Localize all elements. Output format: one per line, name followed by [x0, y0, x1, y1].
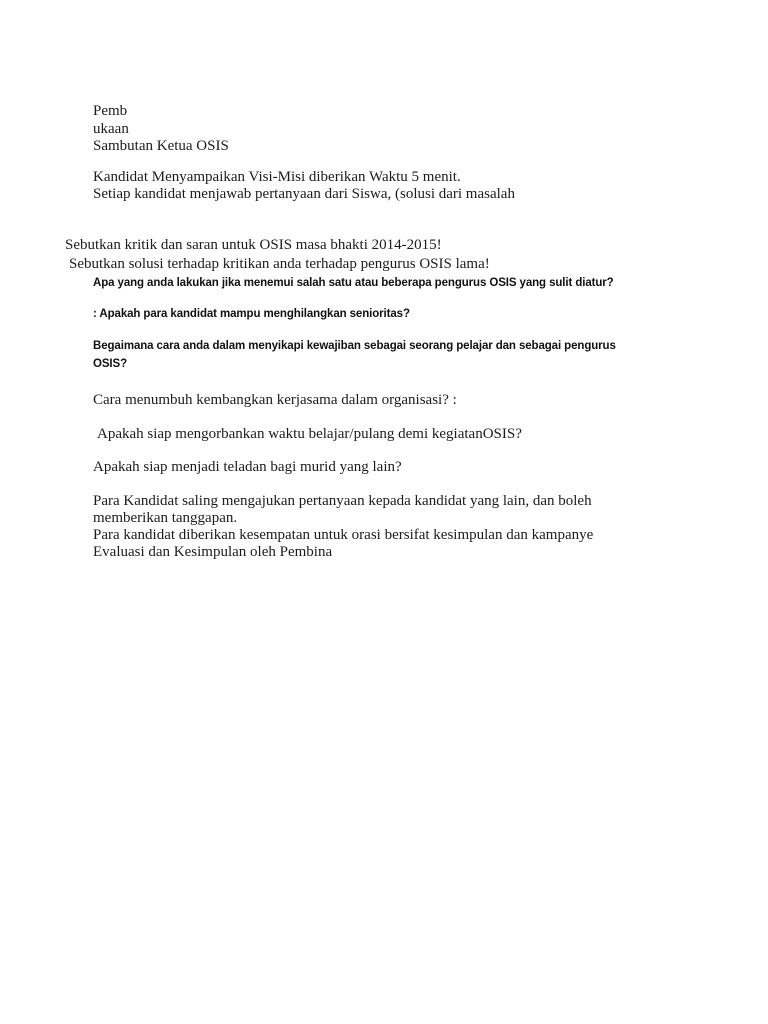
question-kritik-saran: Sebutkan kritik dan saran untuk OSIS masa bhakti 2014-2015!: [65, 237, 442, 253]
question-kewajiban-line1: Begaimana cara anda dalam menyikapi kewajiban sebagai seorang pelajar dan sebagai pengurus: [93, 340, 616, 352]
question-pengurus-sulit-diatur: Apa yang anda lakukan jika menemui salah satu atau beberapa pengurus OSIS yang sulit diatur?: [93, 277, 614, 289]
agenda-item-visi-misi: Kandidat Menyampaikan Visi-Misi diberikan Waktu 5 menit.: [93, 169, 461, 185]
agenda-fragment-ukaan: ukaan: [93, 121, 129, 137]
question-kerjasama: Cara menumbuh kembangkan kerjasama dalam organisasi? :: [93, 392, 457, 408]
agenda-item-evaluasi: Evaluasi dan Kesimpulan oleh Pembina: [93, 544, 333, 560]
agenda-item-saling-bertanya-line2: memberikan tanggapan.: [93, 510, 238, 526]
agenda-fragment-pemb: Pemb: [93, 103, 128, 119]
question-teladan: Apakah siap menjadi teladan bagi murid yang lain?: [93, 459, 402, 475]
question-mengorbankan-waktu: Apakah siap mengorbankan waktu belajar/pulang demi kegiatanOSIS?: [97, 426, 522, 442]
agenda-item-sambutan: Sambutan Ketua OSIS: [93, 138, 229, 154]
agenda-item-tanya-jawab: Setiap kandidat menjawab pertanyaan dari Siswa, (solusi dari masalah: [93, 186, 515, 202]
agenda-item-orasi: Para kandidat diberikan kesempatan untuk orasi bersifat kesimpulan dan kampanye: [93, 527, 594, 543]
question-solusi-kritikan: Sebutkan solusi terhadap kritikan anda terhadap pengurus OSIS lama!: [69, 256, 490, 272]
question-kewajiban-line2: OSIS?: [93, 358, 128, 370]
agenda-item-saling-bertanya-line1: Para Kandidat saling mengajukan pertanyaan kepada kandidat yang lain, dan boleh: [93, 493, 592, 509]
question-senioritas: : Apakah para kandidat mampu menghilangkan senioritas?: [93, 308, 410, 320]
